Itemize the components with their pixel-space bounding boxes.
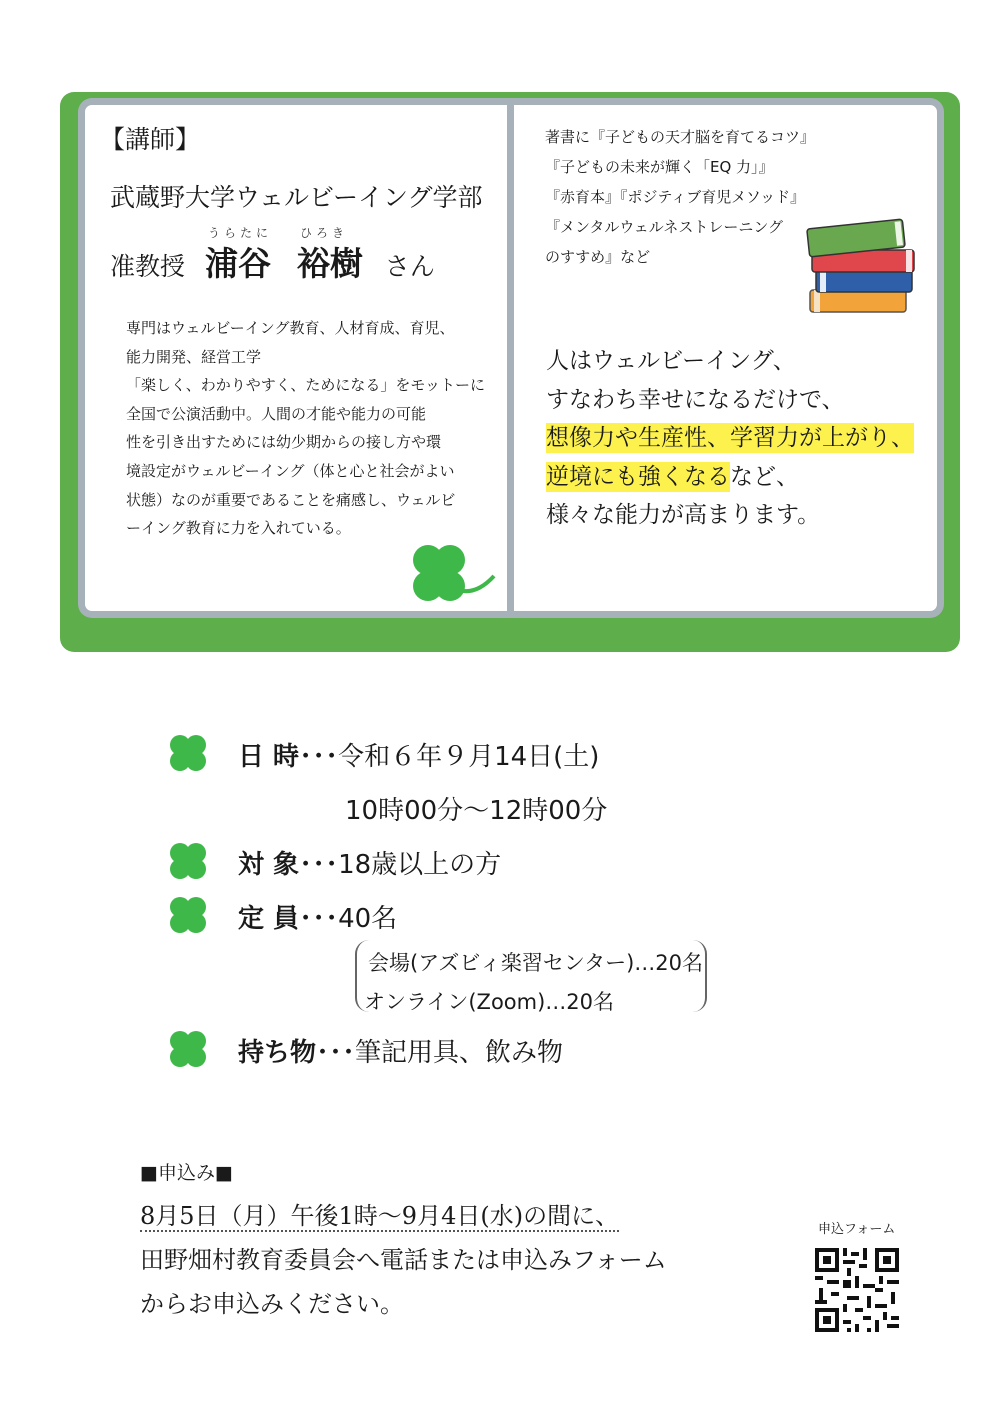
lecturer-honorific: さん (384, 252, 435, 281)
books-line: 著書に『子どもの天才脳を育てるコツ』 (545, 128, 816, 146)
clover-bullet-icon (165, 1026, 211, 1072)
bio-line: 状態）なのが重要であることを痛感し、ウェルビ (126, 490, 456, 509)
message-line: すなわち幸せになるだけで、 (546, 386, 845, 413)
clover-bullet-icon (165, 730, 211, 776)
detail-label: 対 象 (238, 850, 300, 880)
detail-separator: ･･･ (299, 850, 339, 880)
book-stack-icon (800, 216, 920, 316)
detail-label: 日 時 (238, 742, 300, 772)
detail-datetime (238, 736, 599, 773)
bio-line: 性を引き出すためには幼少期からの接し方や環 (126, 433, 442, 452)
ruby-given-name: ひろき (300, 226, 349, 240)
datetime-value: 令和６年９月14日(土) (338, 742, 600, 772)
message-line: など、 (730, 463, 799, 490)
bio-line: 境設定がウェルビーイング（体と心と社会がよい (126, 461, 455, 480)
clover-bullet-icon (165, 838, 211, 884)
target-value: 18歳以上の方 (338, 850, 502, 880)
clover-bullet-icon (165, 892, 211, 938)
message-highlight: 逆境にも強くなる (546, 463, 730, 490)
books-line: のすすめ』など (545, 248, 651, 266)
lecturer-title: 准教授 (110, 252, 186, 281)
lecturer-name-row (110, 238, 435, 285)
apply-text (140, 1194, 667, 1326)
detail-separator: ･･･ (299, 904, 339, 934)
apply-line: 田野畑村教育委員会へ電話または申込みフォーム (140, 1246, 667, 1274)
detail-capacity (238, 898, 397, 935)
detail-items (238, 1032, 563, 1069)
bio-line: 「楽しく、わかりやすく、ためになる」をモットーに (126, 376, 485, 395)
detail-label: 定 員 (238, 904, 300, 934)
detail-separator: ･･･ (316, 1038, 356, 1068)
detail-separator: ･･･ (299, 742, 339, 772)
capacity-value: 40名 (338, 904, 398, 934)
ruby-family-name: うらたに (208, 226, 273, 240)
qr-code-icon[interactable] (813, 1246, 901, 1334)
lecturer-heading: 【講師】 (100, 125, 201, 154)
bio-line: 専門はウェルビーイング教育、人材育成、育児、 (126, 319, 455, 337)
apply-period: 8月5日（月）午後1時～9月4日(水)の間に、 (140, 1202, 620, 1230)
message-line: 様々な能力が高まります。 (546, 502, 821, 529)
lecturer-bio (126, 314, 491, 543)
clover-icon (402, 538, 502, 612)
time-value: 10時00分～12時00分 (345, 796, 608, 826)
lecturer-family-name: 浦谷 (204, 244, 271, 283)
detail-label: 持ち物 (238, 1038, 317, 1068)
qr-label: 申込フォーム (818, 1222, 896, 1237)
message-highlight: 想像力や生産性、学習力が上がり、 (546, 425, 914, 452)
bio-line: 全国で公演活動中。人間の才能や能力の可能 (126, 404, 427, 423)
online-capacity: オンライン(Zoom)…20名 (364, 990, 615, 1014)
bio-line: ーイング教育に力を入れている。 (126, 519, 351, 538)
books-list (545, 122, 815, 272)
apply-heading: ■申込み■ (140, 1162, 233, 1184)
lecturer-university: 武蔵野大学ウェルビーイング学部 (110, 183, 483, 212)
message-line: 人はウェルビーイング、 (546, 348, 796, 374)
books-line: 『子どもの未来が輝く「EQ 力」』 (545, 158, 774, 176)
wellbeing-message (546, 342, 914, 535)
detail-target (238, 844, 501, 881)
books-line: 『メンタルウェルネストレーニング (545, 218, 784, 236)
lecturer-given-name: 裕樹 (296, 244, 363, 283)
books-line: 『赤育本』『ポジティブ育児メソッド』 (545, 188, 806, 206)
apply-line: からお申込みください。 (140, 1290, 404, 1318)
venue-capacity: 会場(アズビィ楽習センター)…20名 (368, 951, 704, 975)
items-value: 筆記用具、飲み物 (355, 1038, 564, 1068)
book-spine (508, 98, 514, 618)
bio-line: 能力開発、経営工学 (126, 347, 262, 366)
